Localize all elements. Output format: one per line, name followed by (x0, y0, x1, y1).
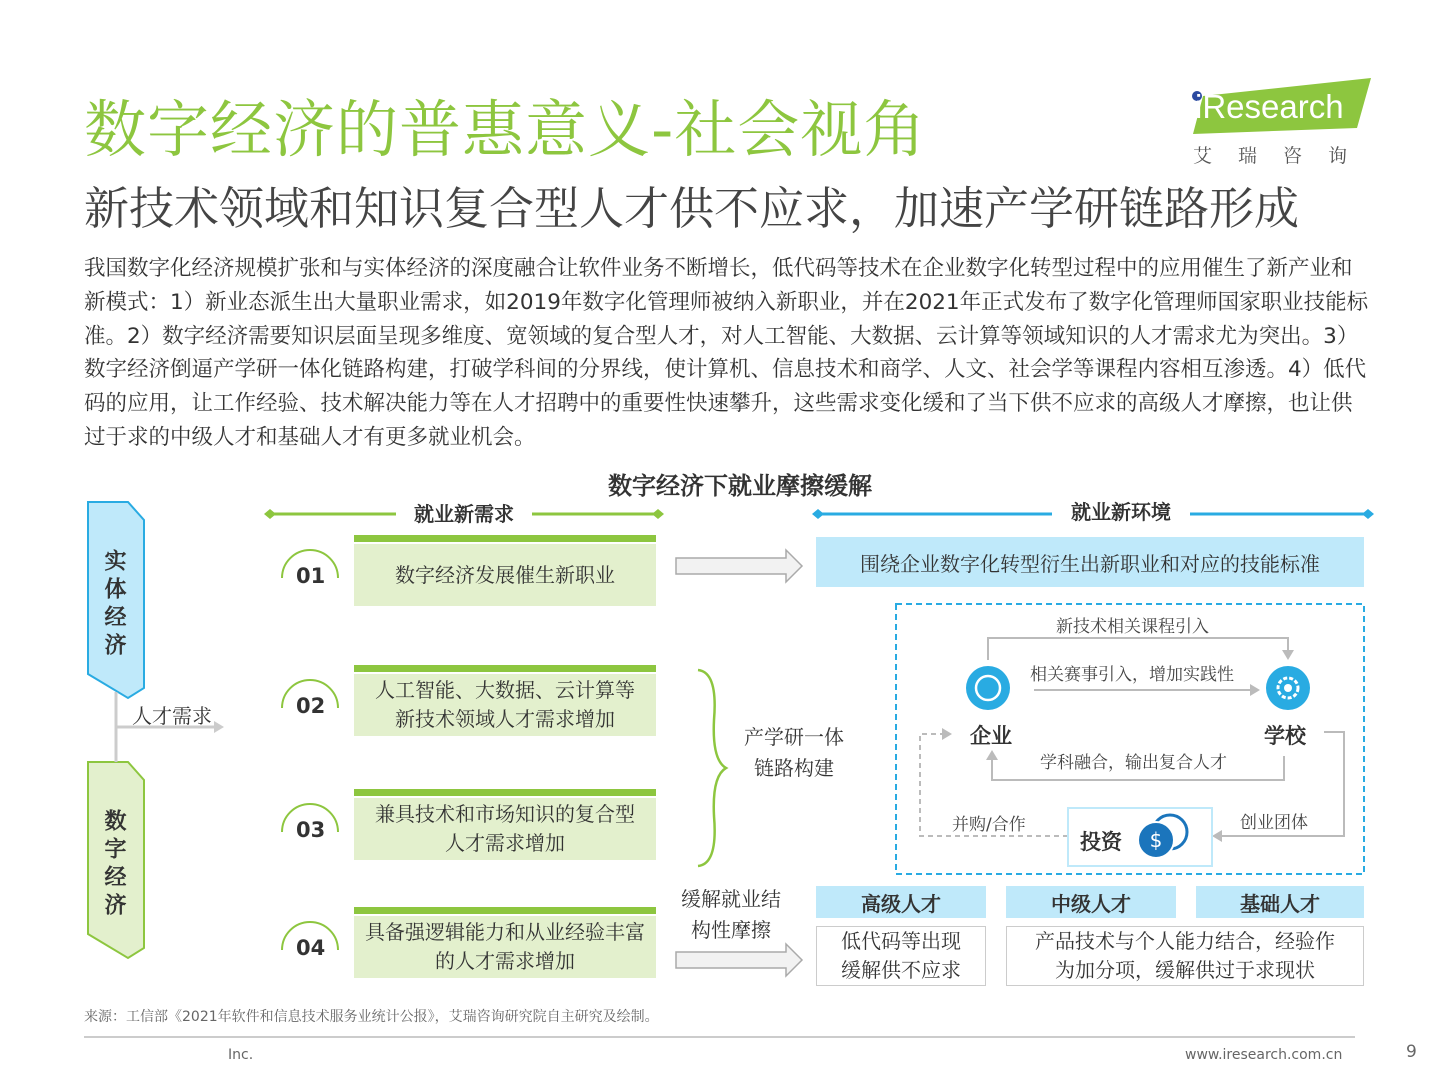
item-topbar (354, 535, 656, 542)
fusion-label: 学科融合，输出复合人才 (1040, 753, 1227, 773)
ease-label: 缓解就业结构性摩擦 (681, 887, 781, 942)
merge-label: 并购/合作 (952, 815, 1026, 835)
logo-text: iResearch (1195, 88, 1344, 125)
logo-cn-text: 艾瑞咨询 (1193, 145, 1374, 167)
item-number: 03 (296, 818, 326, 842)
others-talent-desc: 产品技术与个人能力结合，经验作为加分项，缓解供过于求现状 (1006, 926, 1364, 986)
label-digital-economy: 数字经济 (101, 809, 126, 921)
svg-text:$: $ (1149, 828, 1163, 852)
item-number: 04 (296, 936, 326, 960)
contest-intro-label: 相关赛事引入，增加实践性 (1030, 665, 1234, 685)
item-topbar (354, 907, 656, 914)
label-real-economy: 实体经济 (101, 549, 126, 661)
startup-label: 创业团体 (1240, 813, 1308, 833)
new-demand-header: 就业新需求 (414, 502, 514, 526)
talent-demand-label: 人才需求 (132, 704, 212, 728)
diagram-title: 数字经济下就业摩擦缓解 (608, 472, 872, 500)
source-note: 来源：工信部《2021年软件和信息技术服务业统计公报》，艾瑞咨询研究院自主研究及绘制。 (84, 1009, 659, 1025)
item-topbar (354, 789, 656, 796)
school-label: 学校 (1264, 724, 1306, 748)
intro-paragraph: 我国数字化经济规模扩张和与实体经济的深度融合让软件业务不断增长，低代码等技术在企业数字化转型过程中的应用催生了新产业和新模式：1）新业态派生出大量职业需求，如2019年数字化管理师被纳入新职业，并在2021年正式发布了数字化管理师国家职业技能标准。2）数字经济需要知识层面呈现多维度、宽领域的复合型人才，对人工智能、大数据、云计算等领域知识的人才需求尤为突出。3）数字经济倒逼产学研一体化链路构建，打破学科间的分界线，使计算机、信息技术和商学、人文、社会学等课程内容相互渗透。4）低代码的应用，让工作经验、技术解决能力等在人才招聘中的重要性快速攀升，这些需求变化缓和了当下供不应求的高级人才摩擦，也让供过于求的中级人才和基础人才有更多就业机会。 (84, 256, 1369, 450)
item-number: 02 (296, 694, 326, 718)
demand-item: 数字经济发展催生新职业 (354, 544, 656, 606)
demand-item: 具备强逻辑能力和从业经验丰富的人才需求增加 (354, 916, 656, 978)
footer-url[interactable]: www.iresearch.com.cn (1185, 1047, 1343, 1063)
new-env-header: 就业新环境 (1071, 500, 1171, 524)
middle-talent-header: 中级人才 (1006, 886, 1176, 918)
basic-talent-header: 基础人才 (1196, 886, 1364, 918)
page-number: 9 (1406, 1042, 1417, 1062)
page-title: 数字经济的普惠意义-社会视角 (84, 93, 927, 166)
senior-talent-desc: 低代码等出现缓解供不应求 (816, 926, 986, 986)
course-intro-label: 新技术相关课程引入 (1056, 617, 1209, 637)
demand-item: 人工智能、大数据、云计算等新技术领域人才需求增加 (354, 674, 656, 736)
enterprise-label: 企业 (970, 724, 1012, 748)
demand-item: 兼具技术和市场知识的复合型人才需求增加 (354, 798, 656, 860)
footer-left: Inc. (228, 1047, 254, 1063)
senior-talent-header: 高级人才 (816, 886, 986, 918)
chain-label: 产学研一体链路构建 (744, 725, 844, 780)
item-topbar (354, 665, 656, 672)
investment-label: 投资 (1080, 830, 1122, 854)
page-subtitle: 新技术领域和知识复合型人才供不应求，加速产学研链路形成 (84, 182, 1300, 235)
env-new-jobs: 围绕企业数字化转型衍生出新职业和对应的技能标准 (816, 537, 1364, 587)
item-number: 01 (296, 564, 326, 588)
